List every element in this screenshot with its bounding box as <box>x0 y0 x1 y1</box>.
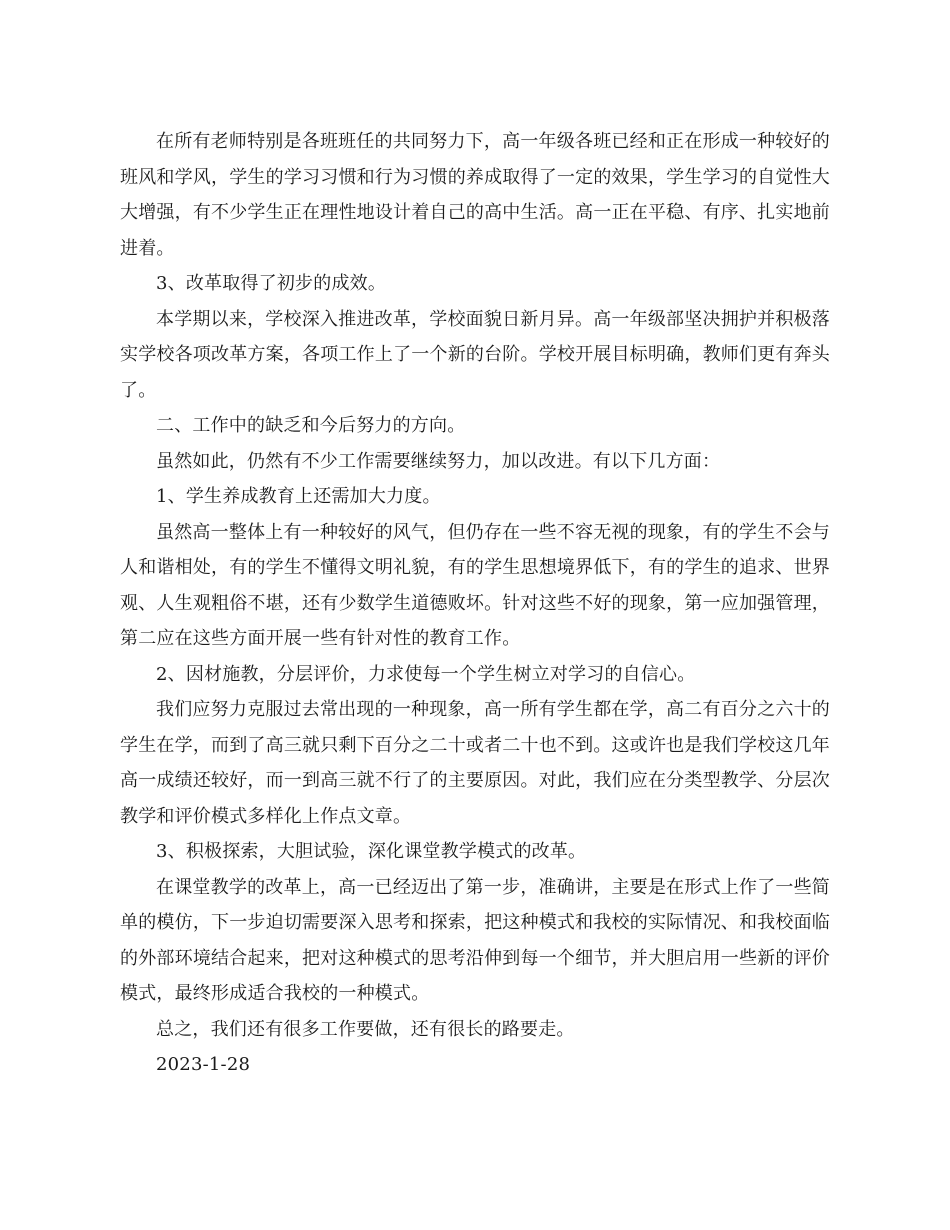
paragraph: 虽然如此，仍然有不少工作需要继续努力，加以改进。有以下几方面： <box>156 450 721 472</box>
paragraph: 3、积极探索，大胆试验，深化课堂教学模式的改革。 <box>156 841 587 862</box>
paragraph: 2、因材施教，分层评价，力求使每一个学生树立对学习的自信心。 <box>156 663 696 685</box>
paragraph: 总之，我们还有很多工作要做，还有很长的路要走。 <box>156 1018 575 1040</box>
paragraph: 我们应努力克服过去常出现的一种现象，高一所有学生都在学，高二有百分之六十的学生在学，而到了高三就只剩下百分之二十或者二十也不到。这或许也是我们学校这几年高一成绩还较好，而一到高三就不行了的主要原因。对此，我们应在分类型教学、分层次教学和评价模式多样化上作点文章。 <box>120 699 830 827</box>
paragraph: 3、改革取得了初步的成效。 <box>156 273 387 294</box>
paragraph: 本学期以来，学校深入推进改革，学校面貌日新月异。高一年级部坚决拥护并积极落实学校各项改革方案，各项工作上了一个新的台阶。学校开展目标明确，教师们更有奔头了。 <box>120 308 830 401</box>
paragraph: 虽然高一整体上有一种较好的风气，但仍存在一些不容无视的现象，有的学生不会与人和谐相处，有的学生不懂得文明礼貌，有的学生思想境界低下，有的学生的追求、世界观、人生观粗俗不堪，还有少数学生道德败坏。针对这些不好的现象，第一应加强管理，第二应在这些方面开展一些有针对性的教育工作。 <box>120 521 830 649</box>
paragraph: 1、学生养成教育上还需加大力度。 <box>156 486 441 507</box>
document-date: 2023-1-28 <box>156 1054 251 1075</box>
document-body <box>120 124 830 1083</box>
section-heading: 二、工作中的缺乏和今后努力的方向。 <box>156 415 466 436</box>
paragraph: 在课堂教学的改革上，高一已经迈出了第一步，准确讲，主要是在形式上作了一些简单的模仿，下一步迫切需要深入思考和探索，把这种模式和我校的实际情况、和我校面临的外部环境结合起来，把对这种模式的思考沿伸到每一个细节，并大胆启用一些新的评价模式，最终形成适合我校的一种模式。 <box>120 876 830 1004</box>
paragraph: 在所有老师特别是各班班任的共同努力下，高一年级各班已经和正在形成一种较好的班风和学风，学生的学习习惯和行为习惯的养成取得了一定的效果，学生学习的自觉性大大增强，有不少学生正在理性地设计着自己的高中生活。高一正在平稳、有序、扎实地前进着。 <box>120 131 830 259</box>
